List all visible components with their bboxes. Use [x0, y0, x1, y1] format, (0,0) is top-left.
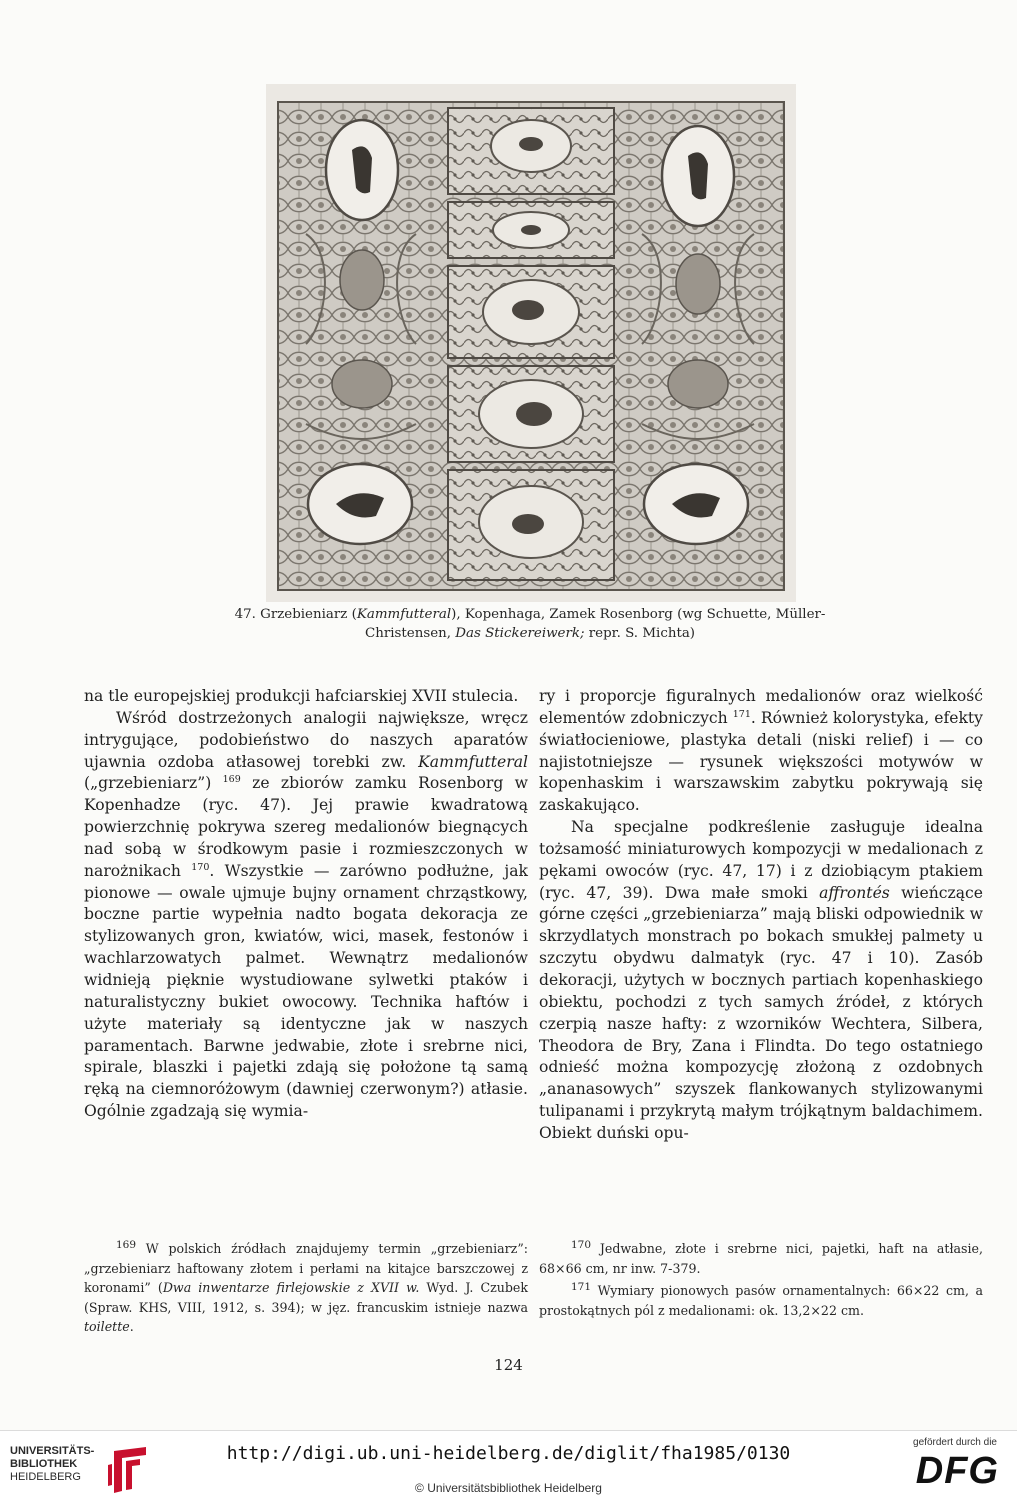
footnote-ref: 171 [571, 1281, 592, 1294]
page-number: 124 [494, 1356, 523, 1374]
text-run: . Również kolorystyka, efekty światłocieniowe, plastyka detali (niski relief) i — co najistotniejsze — rysunek większości motywów w kopenhaskim i warszawskim zabytku pokrywają się zaskakująco. [539, 708, 983, 815]
embroidered-comb-case-photo [266, 84, 796, 602]
library-line-3: HEIDELBERG [10, 1471, 81, 1483]
copyright-notice: © Universitätsbibliothek Heidelberg [415, 1481, 602, 1495]
text-run: Wyd. J. Czubek (Spraw. KHS, VIII, 1912, s. 394); w jęz. francuskim istnieje nazwa [84, 1280, 528, 1315]
paragraph [84, 708, 528, 1123]
text-run: . [129, 1319, 134, 1335]
footnotes-left [84, 1236, 528, 1337]
body-text-left-column [84, 686, 528, 1123]
footnote-ref: 170 [191, 861, 210, 873]
dfg-logo[interactable]: DFG [915, 1450, 999, 1492]
body-text-right-column [539, 686, 983, 1145]
funding-label: gefördert durch die [913, 1437, 997, 1448]
footnote-ref: 169 [116, 1239, 137, 1251]
footnote-ref: 171 [732, 708, 751, 720]
footnote-ref: 170 [571, 1239, 592, 1251]
paragraph [539, 1278, 983, 1320]
paragraph [84, 686, 528, 708]
paragraph [84, 1236, 528, 1337]
text-run: . Wszystkie — zarówno podłużne, jak pionowe — owale ujmuje bujny ornament chrząstkowy, boczne partie wypełnia nadto bogata dekoracja ze stylizowanych gron, kwiatów, wici, masek, festonów i wachlarzowatych palmet. Wewnątrz medalionów widnieją pięknie wystudiowane sylwetki ptaków i naturalistyczny bukiet owocowy. Technika haftów i użyte materiały są identyczne jak w naszych paramentach. Barwne jedwabie, złote i srebrne nici, spirale, blaszki i pajetki zdają się położone tą samą ręką na ciemnoróżowym (dawniej czerwonym?) atłasie. Ogólnie zgadzają się wymia- [84, 861, 528, 1121]
text-run: W polskich źródłach znajdujemy termin „grzebieniarz”: „grzebieniarz haftowany złotem i perłami na kitajce barszczowej z koronami” ( [84, 1241, 528, 1296]
permalink-url[interactable]: http://digi.ub.uni-heidelberg.de/diglit/fha1985/0130 [226, 1443, 791, 1464]
text-run: Wymiary pionowych pasów ornamentalnych: 66×22 cm, a prostokątnych pól z medalionami: ok. 13,2×22 cm. [539, 1283, 983, 1318]
text-run: ze zbiorów zamku Rosenborg w Kopenhadze (ryc. 47). Jej prawie kwadratową powierzchnię pokrywa szereg medalionów biegnących nad sobą w środkowym pasie i rozmieszczonych w narożnikach [84, 774, 529, 880]
paragraph [539, 817, 983, 1145]
library-line-1: UNIVERSITÄTS- [10, 1445, 95, 1457]
text-run: Wśród dostrzeżonych analogii największe, wręcz intrygujące, podobieństwo do naszych aparatów ujawnia ozdoba atłasowej torebki zw. [84, 708, 528, 771]
text-run: Jedwabne, złote i srebrne nici, pajetki, haft na atłasie, 68×66 cm, nr inw. 7-379. [539, 1241, 983, 1276]
text-run: affrontés [819, 883, 890, 902]
paragraph [539, 1236, 983, 1278]
footnote-ref: 169 [222, 774, 241, 786]
text-run: Dwa inwentarze firlejowskie z XVII w. [162, 1280, 420, 1296]
footnotes-right [539, 1236, 983, 1320]
text-run: ry i proporcje figuralnych medalionów oraz wielkość elementów zdobniczych [539, 687, 983, 727]
paragraph [539, 686, 983, 817]
digital-library-footer [0, 1430, 1017, 1506]
text-run: wieńczące górne części „grzebieniarza” mają bliski odpowiednik w skrzydlatych monstrach po bokach smukłej palmety u szczytu obydwu dalmatyk (ryc. 47 i 10). Zasób dekoracji, użytych w bocznych partiach kopenhaskiego obiektu, pochodzi z tych samych źródeł, z których czerpią nasze hafty: z wzorników Wechtera, Silbera, Theodora de Bry, Zana i Flindta. Do tego ostatniego odnieść można kompozycję złożoną z ozdobnych „ananasowych” szyszek flankowanych stylizowanymi tulipanami i przykrytą małym trójkątnym baldachimem. Obiekt duński opu- [539, 883, 983, 1142]
text-run: („grzebieniarz”) [84, 774, 223, 793]
text-run: na tle europejskiej produkcji hafciarskiej XVII stulecia. [84, 687, 519, 705]
library-line-2: BIBLIOTHEK [10, 1458, 78, 1470]
text-run: Kammfutteral [418, 752, 528, 771]
text-run: toilette [84, 1319, 130, 1335]
text-run: Na specjalne podkreślenie zasługuje idealna tożsamość miniaturowych kompozycji w medalionach z pękami owoców (ryc. 47, 17) i z dziobiącym ptakiem (ryc. 47, 39). Dwa małe smoki [539, 818, 983, 902]
figure-caption: 47. Grzebieniarz (Kammfutteral), Kopenhaga, Zamek Rosenborg (wg Schuette, Müller-Christensen, Das Stickereiwerk; repr. S. Michta) [234, 607, 826, 641]
